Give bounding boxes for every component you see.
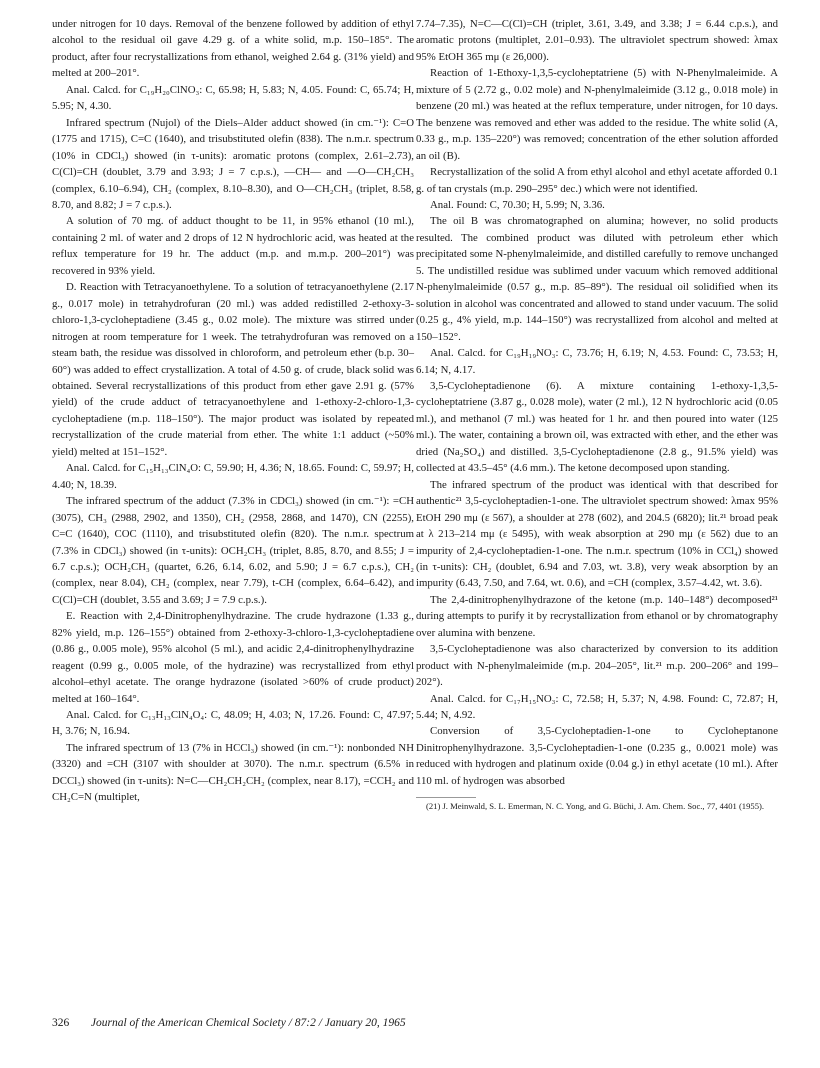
paragraph: E. Reaction with 2,4-Dinitrophenylhydrazine. The crude hydrazone (1.33 g., 82% yield, m.p. 126–155°) obtained from 2-ethoxy-3-chloro-1,3-cycloheptadiene (0.86 g., 0.005 mole), 95% alcohol (5 ml.), and acidic 2,4-dinitrophenylhydrazine reagent (0.99 g., 0.005 mole, of the hydrazine) was recrystallized from ethyl alcohol–ethyl acetate. The orange hydrazone (isolated >60% of crude product) melted at 160–164°. [52,610,414,705]
right-column [416,16,778,812]
paragraph: 3,5-Cycloheptadienone (6). A mixture containing 1-ethoxy-1,3,5-cycloheptatriene (3.87 g., 0.028 mole), water (2 ml.), 12 N hydrochloric acid (0.05 ml.), and methanol (7 ml.) was heated for 1 hr. and then poured into water (125 ml.). The water, containing a brown oil, was extracted with ether, and the ether was dried (Na₂SO₄) and distilled. 3,5-Cycloheptadienone (2.8 g., 91.5% yield) was collected at 43.5–45° (4.6 mm.). The ketone decomposed upon standing. [416,379,778,475]
footnotes [416,801,778,812]
paragraph: Anal. Calcd. for C₁₅H₁₃ClN₄O: C, 59.90; H, 4.36; N, 18.65. Found: C, 59.97; H, 4.40; N, 18.39. [52,462,414,491]
paragraph: under nitrogen for 10 days. Removal of the benzene followed by addition of ethyl alcohol to the residual oil gave 4.29 g. of a white solid, m.p. 150–185°. The product, after four recrystallizations from ethanol, weighed 2.64 g. (31% yield) and melted at 200–201°. [52,18,414,80]
journal-citation: Journal of the American Chemical Society / 87:2 / January 20, 1965 [90,1017,406,1029]
paragraph: 3,5-Cycloheptadienone was also characterized by conversion to its addition product with N-phenylmaleimide (m.p. 204–205°, lit.²¹ m.p. 200–206° and 199–202°). [416,643,778,689]
footnote-21: (21) J. Meinwald, S. L. Emerman, N. C. Yong, and G. Büchi, J. Am. Chem. Soc., 77, 4401 (1955). [426,801,765,812]
paragraph: Anal. Found: C, 70.30; H, 5.99; N, 3.36. [430,198,605,211]
paragraph: Anal. Calcd. for C₁₉H₁₉NO₃: C, 73.76; H, 6.19; N, 4.53. Found: C, 73.53; H, 6.14; N, 4.17. [416,347,778,376]
paragraph: D. Reaction with Tetracyanoethylene. To a solution of tetracyanoethylene (2.17 g., 0.017 mole) in tetrahydrofuran (20 ml.) was added redistilled 2-ethoxy-3-chloro-1,3-cycloheptadiene (3.45 g., 0.02 mole). The mixture was stirred under nitrogen at room temperature for 1 week. The tetrahydrofuran was removed on a steam bath, the residue was dissolved in chloroform, and petroleum ether (b.p. 30–60°) was added to effect crystallization. A total of 4.50 g. of crude, black solid was obtained. Several recrystallizations of this product from ether gave 2.91 g. (57% yield) of the crude adduct of tetracyanoethylene and 1-ethoxy-2-chloro-1,3-cycloheptadiene (m.p. 118–150°). The major product was isolated by repeated recrystallization of the crude material from ether. The white 1:1 adduct (~50% yield) melted at 151–152°. [52,281,414,458]
paragraph: The infrared spectrum of the adduct (7.3% in CDCl₃) showed (in cm.⁻¹): =CH (3075), CH₃ (2988, 2902, and 1350), CH₂ (2958, 2868, and 1470), CN (2255), C=C (1640), COC (1110), and trisubstituted olefin (820). The n.m.r. spectrum (7.3% in CDCl₃) showed (in τ-units): OCH₂CH₃ (triplet, 8.85, 8.70, and 8.55; J = 6.7 c.p.s.); OCH₂CH₃ (quartet, 6.26, 6.14, 6.02, and 5.90; J = 6.7 c.p.s.), CH₂ (complex, near 8.04), CH₂ (complex, near 7.79), t-CH (complex, 6.64–6.42), and C(Cl)=CH (doublet, 3.55 and 3.69; J = 7.9 c.p.s.). [52,495,414,606]
paragraph: Conversion of 3,5-Cycloheptadien-1-one to Cycloheptanone Dinitrophenylhydrazone. 3,5-Cycloheptadien-1-one (0.235 g., 0.0021 mole) was reduced with hydrogen and platinum oxide (0.04 g.) in ethyl acetate (10 ml.). After 110 ml. of hydrogen was absorbed [416,725,778,787]
footnote-divider [416,797,476,798]
left-column [52,16,414,806]
paragraph: Anal. Calcd. for C₁₉H₂₀ClNO₃: C, 65.98; H, 5.83; N, 4.05. Found: C, 65.74; H, 5.95; N, 4.30. [52,83,414,113]
paragraph: The infrared spectrum of the product was identical with that described for authentic²¹ 3,5-cycloheptadien-1-one. The ultraviolet spectrum showed: λmax 95% EtOH 290 mμ (ε 567), a shoulder at 278 (602), and 204.5 (6820); lit.²¹ broad peak at λ 213–214 mμ (ε 5495), with weak absorption at 290 mμ (ε 562) due to an impurity of 2,4-cycloheptadien-1-one. The n.m.r. spectrum (10% in CCl₄) showed (in τ-units): CH₂ (doublet, 6.94 and 7.03, wt. 3.8), very weak absorption by an impurity (6.43, 7.50, and 7.64, wt. 0.6), and =CH (complex, 3.57–4.42, wt. 3.6). [416,478,778,590]
paragraph: The infrared spectrum of 13 (7% in HCCl₃) showed (in cm.⁻¹): nonbonded NH (3320) and =CH (3107 with shoulder at 3070). The n.m.r. spectrum (6.5% in DCCl₃) showed (in τ-units): N=C—CH₂CH₂CH₂ (complex, near 8.17), =CCH₂ and CH₂C=N (multiplet, [52,741,414,804]
paragraph: The oil B was chromatographed on alumina; however, no solid products resulted. The combined product was diluted with petroleum ether which precipitated some N-phenylmaleimide, and distilled carefully to remove unchanged 5. The undistilled residue was sublimed under vacuum which removed additional N-phenylmaleimide (0.57 g., m.p. 85–89°). The residual oil solidified when its solution in alcohol was concentrated and allowed to stand under vacuum. The solid (0.25 g., 4% yield, m.p. 144–150°) was recrystallized from alcohol and melted at 150–152°. [416,215,778,343]
paragraph: Reaction of 1-Ethoxy-1,3,5-cycloheptatriene (5) with N-Phenylmaleimide. A mixture of 5 (2.72 g., 0.02 mole) and N-phenylmaleimide (3.12 g., 0.018 mole) in benzene (20 ml.) was heated at the reflux temperature, under nitrogen, for 10 days. The benzene was removed and ether was added to the residue. The white solid (A, 0.33 g., m.p. 135–220°) was removed; concentration of the ether solution afforded an oil (B). [416,67,778,162]
paragraph: Infrared spectrum (Nujol) of the Diels–Alder adduct showed (in cm.⁻¹): C=O (1775 and 1715), C=C (1640), and trisubstituted olefin (838). The n.m.r. spectrum (10% in CDCl₃) showed (in τ-units): aromatic protons (complex, 2.61–2.73), C(Cl)=CH (doublet, 3.79 and 3.93; J = 7 c.p.s.), —CH— and —O—CH₂CH₃ (complex, 6.10–6.94), CH₂ (complex, 8.10–8.30), and O—CH₂CH₃ (triplet, 8.58, 8.70, and 8.82; J = 7 c.p.s.). [52,116,414,211]
paragraph: Recrystallization of the solid A from ethyl alcohol and ethyl acetate afforded 0.1 g. of tan crystals (m.p. 290–295° dec.) which were not identified. [416,166,778,195]
paragraph: 7.74–7.35), N=C—C(Cl)=CH (triplet, 3.61, 3.49, and 3.38; J = 6.44 c.p.s.), and aromatic protons (multiplet, 2.01–0.93). The ultraviolet spectrum showed: λmax 95% EtOH 365 mμ (ε 26,000). [416,18,778,63]
paragraph: Anal. Calcd. for C₁₇H₁₅NO₃: C, 72.58; H, 5.37; N, 4.98. Found: C, 72.87; H, 5.44; N, 4.92. [416,692,778,722]
paragraph: A solution of 70 mg. of adduct thought to be 11, in 95% ethanol (10 ml.), containing 2 ml. of water and 2 drops of 12 N hydrochloric acid, was heated at the reflux temperature for 19 hr. The adduct (m.p. and m.m.p. 200–201°) was recovered in 93% yield. [52,215,414,277]
paragraph: The 2,4-dinitrophenylhydrazone of the ketone (m.p. 140–148°) decomposed²¹ during attempts to purify it by recrystallization from ethanol or by chromatography over alumina with benzene. [416,593,778,639]
paragraph: Anal. Calcd. for C₁₃H₁₃ClN₄O₄: C, 48.09; H, 4.03; N, 17.26. Found: C, 47.97; H, 3.76; N, 16.94. [52,709,414,738]
page-number: 326 [52,1017,70,1029]
page-footer [52,1016,768,1030]
